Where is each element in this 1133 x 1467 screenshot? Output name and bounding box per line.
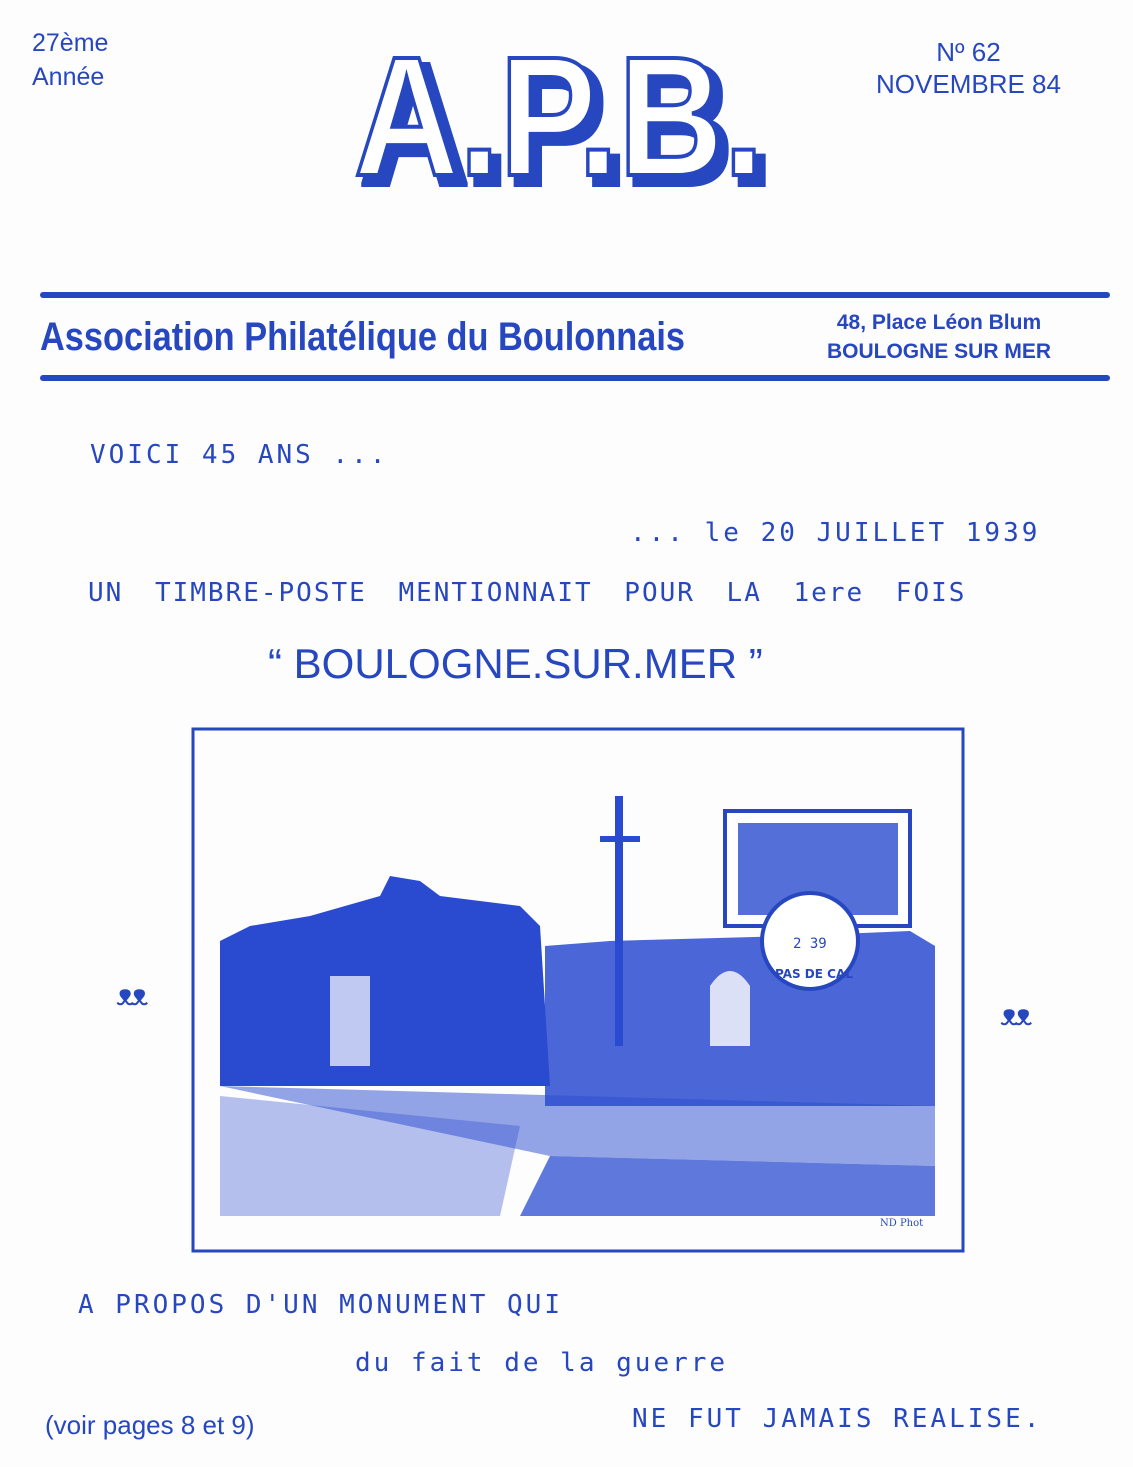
address [798,308,1080,366]
year-word: Année [32,63,105,91]
postmark-date: 2 39 [793,936,827,952]
logo-letters: A.P.B. [354,22,764,212]
year-number: 27ème [32,29,109,57]
issue-date: NOVEMBRE 84 [876,69,1061,99]
footer-line-3: NE FUT JAMAIS REALISE. [632,1404,1043,1434]
issue-info [876,36,1061,100]
bottom-rule [40,375,1110,381]
footer-line-2: du fait de la guerre [355,1348,729,1378]
apb-logo [340,22,790,212]
year-label [32,26,108,94]
postcard-image [190,726,968,1258]
headline-boulogne: “ BOULOGNE.SUR.MER ” [268,640,763,687]
intro-line: VOICI 45 ANS ... [90,440,389,470]
address-city: BOULOGNE SUR MER [826,340,1051,363]
stamp-line: UN TIMBRE-POSTE MENTIONNAIT POUR LA 1ere FOIS [88,578,967,608]
page-reference: (voir pages 8 et 9) [45,1410,255,1440]
date-line: ... le 20 JUILLET 1939 [630,518,1041,548]
ornament-left-icon: ᴥᴥ [116,978,145,1013]
association-name: Association Philatélique du Boulonnais [40,315,685,359]
publisher-mark: ND Phot [880,1218,924,1229]
issue-number: Nº 62 [936,37,1001,67]
footer-line-1: A PROPOS D'UN MONUMENT QUI [78,1290,563,1320]
ornament-right-icon: ᴥᴥ [1000,998,1029,1033]
postcard-scene [220,796,935,1216]
association-name-box [40,310,700,360]
address-street: 48, Place Léon Blum [836,311,1042,334]
top-rule [40,292,1110,298]
postmark-place: PAS DE CAL [775,967,853,981]
